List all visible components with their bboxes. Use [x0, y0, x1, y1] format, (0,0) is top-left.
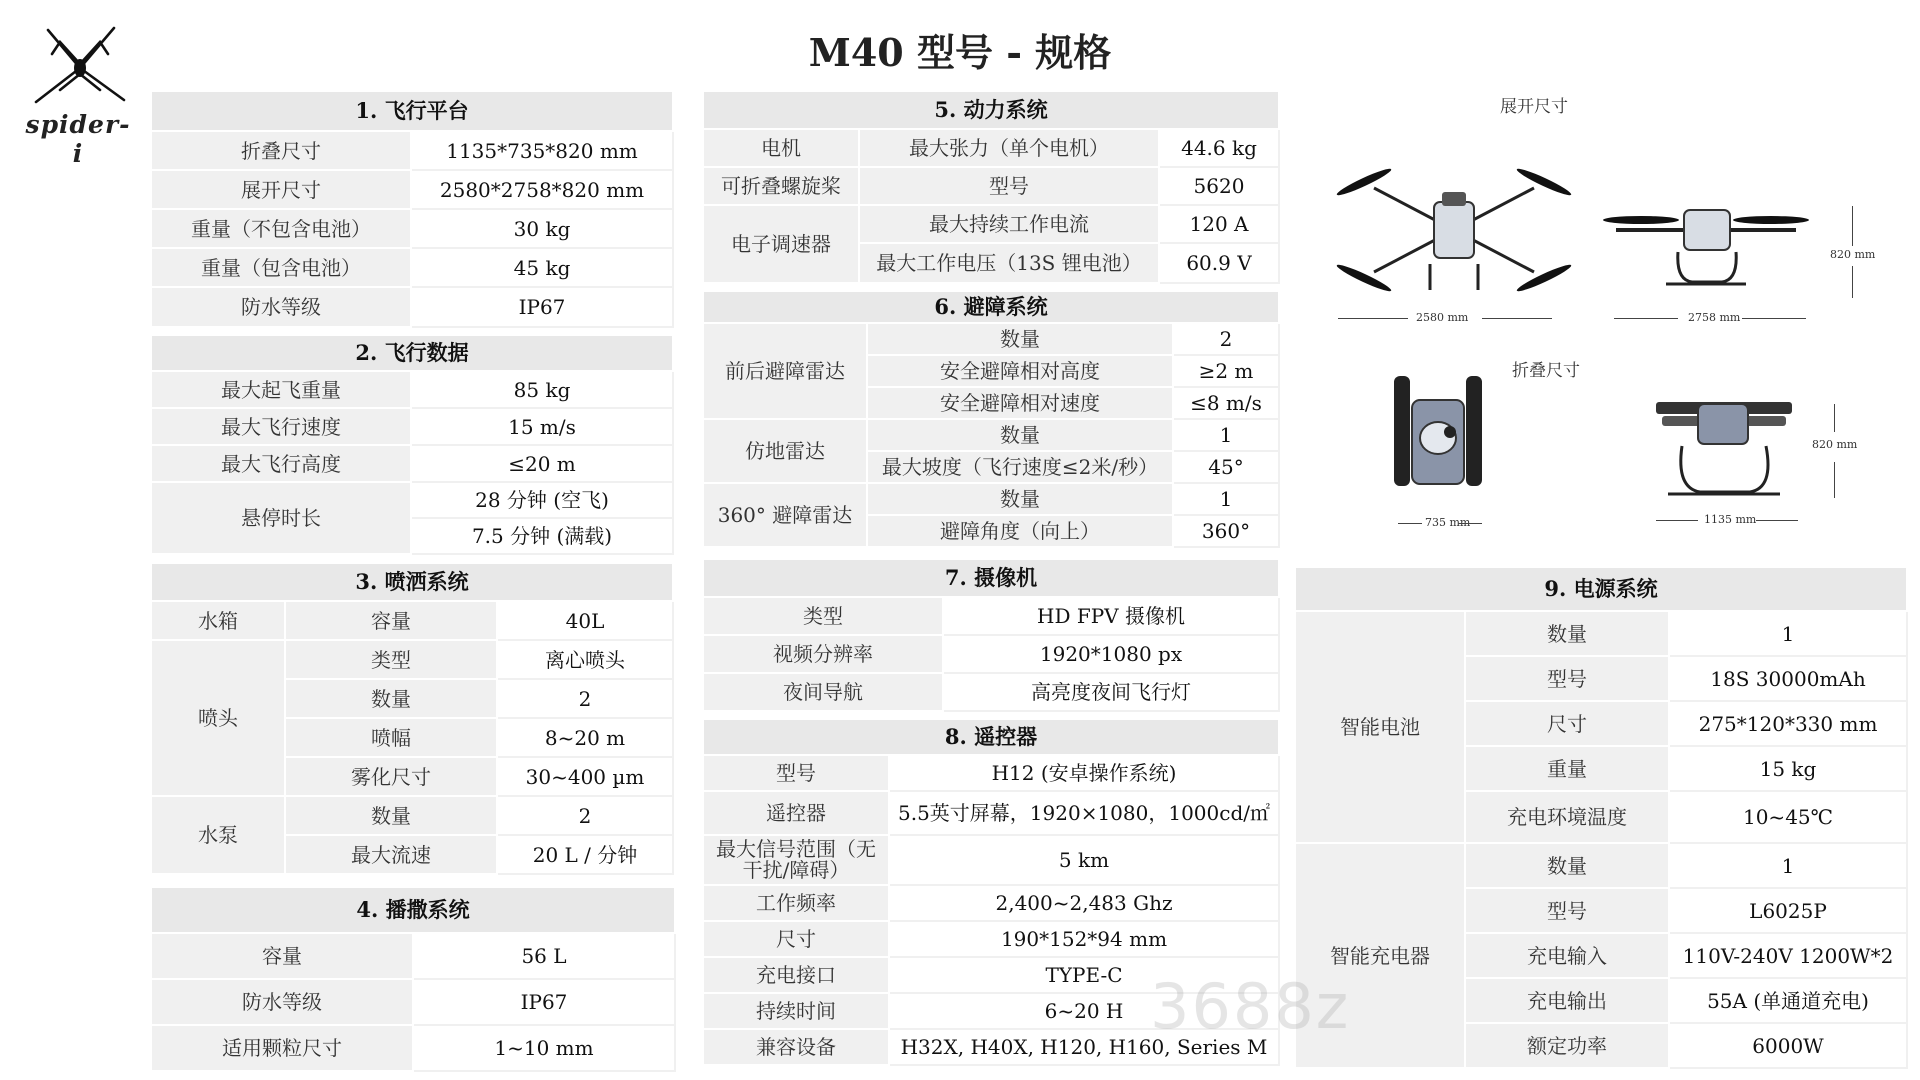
section-header: 7. 摄像机	[703, 559, 1279, 597]
spec-value: 30~400 µm	[497, 757, 673, 796]
spec-label: 类型	[285, 640, 497, 679]
spec-label: 型号	[1465, 656, 1669, 701]
spec-value: 56 L	[413, 933, 675, 979]
spec-label: 适用颗粒尺寸	[151, 1025, 413, 1071]
spec-value: 6000W	[1669, 1023, 1907, 1068]
spec-label: 数量	[867, 419, 1173, 451]
spec-label: 额定功率	[1465, 1023, 1669, 1068]
spec-value: IP67	[413, 979, 675, 1025]
spec-label: 型号	[703, 755, 889, 791]
spec-value: 1135*735*820 mm	[411, 131, 673, 170]
dim-unfolded-height: 820 mm	[1830, 248, 1876, 261]
spec-label: 防水等级	[151, 979, 413, 1025]
spec-value: 190*152*94 mm	[889, 921, 1279, 957]
spec-value: 8~20 m	[497, 718, 673, 757]
spec-value: 15 kg	[1669, 746, 1907, 791]
spec-value: 120 A	[1159, 205, 1279, 243]
spec-group-label: 360° 避障雷达	[703, 483, 867, 547]
spec-value: 45 kg	[411, 248, 673, 287]
spec-value: TYPE-C	[889, 957, 1279, 993]
table-spray-system	[150, 562, 674, 875]
section-header: 3. 喷洒系统	[151, 563, 673, 601]
spec-label: 展开尺寸	[151, 170, 411, 209]
table-power-system	[702, 90, 1280, 284]
spec-value: 2	[497, 796, 673, 835]
spec-value: 15 m/s	[411, 408, 673, 445]
spec-value: 1920*1080 px	[943, 635, 1279, 673]
spec-value: 275*120*330 mm	[1669, 701, 1907, 746]
spec-label: 容量	[151, 933, 413, 979]
spec-value: 1	[1173, 483, 1279, 515]
spec-label: 折叠尺寸	[151, 131, 411, 170]
spec-label: 数量	[285, 796, 497, 835]
spec-label: 最大飞行速度	[151, 408, 411, 445]
spec-value: HD FPV 摄像机	[943, 597, 1279, 635]
unfolded-caption: 展开尺寸	[1500, 97, 1568, 117]
spec-value: 10~45℃	[1669, 791, 1907, 843]
spec-value: 2	[497, 679, 673, 718]
drone-folded-front-image	[1388, 370, 1488, 500]
spec-value: 30 kg	[411, 209, 673, 248]
section-header: 8. 遥控器	[703, 719, 1279, 755]
drone-unfolded-top-image	[1334, 160, 1574, 300]
spec-label: 安全避障相对高度	[867, 355, 1173, 387]
spec-label: 兼容设备	[703, 1029, 889, 1065]
spec-value: L6025P	[1669, 888, 1907, 933]
section-header: 4. 播撒系统	[151, 887, 675, 933]
table-spreading-system	[150, 886, 676, 1072]
brand-name: spider-i	[25, 110, 131, 168]
dim-folded-height: 820 mm	[1812, 438, 1858, 451]
page-title: M40 型号 - 规格	[808, 30, 1112, 75]
spec-value: 28 分钟 (空飞)	[411, 482, 673, 518]
spec-value: 40L	[497, 601, 673, 640]
spec-label: 遥控器	[703, 791, 889, 835]
spec-group-label: 水箱	[151, 601, 285, 640]
spec-value: 85 kg	[411, 371, 673, 408]
table-power-supply	[1294, 566, 1908, 1069]
spec-value: 2580*2758*820 mm	[411, 170, 673, 209]
spec-label: 数量	[867, 483, 1173, 515]
spec-value: 1	[1669, 843, 1907, 888]
spec-label: 尺寸	[703, 921, 889, 957]
spec-label: 最大飞行高度	[151, 445, 411, 482]
spec-value: 离心喷头	[497, 640, 673, 679]
spec-value: 7.5 分钟 (满载)	[411, 518, 673, 554]
dim-unfolded-width: 2580 mm	[1416, 311, 1469, 324]
spec-label: 数量	[1465, 843, 1669, 888]
spec-value: ≤20 m	[411, 445, 673, 482]
section-header: 5. 动力系统	[703, 91, 1279, 129]
spec-value: 20 L / 分钟	[497, 835, 673, 874]
spec-group-label: 智能充电器	[1295, 843, 1465, 1068]
spec-value: H12 (安卓操作系统)	[889, 755, 1279, 791]
spec-label: 容量	[285, 601, 497, 640]
spec-label: 工作频率	[703, 885, 889, 921]
spec-group-label: 悬停时长	[151, 482, 411, 554]
spec-label: 安全避障相对速度	[867, 387, 1173, 419]
watermark-text: 3688z	[1150, 970, 1351, 1043]
spec-label: 型号	[859, 167, 1159, 205]
spec-label: 充电输出	[1465, 978, 1669, 1023]
spec-label: 最大持续工作电流	[859, 205, 1159, 243]
spec-label: 类型	[703, 597, 943, 635]
spec-value: 2,400~2,483 Ghz	[889, 885, 1279, 921]
spec-value: 高亮度夜间飞行灯	[943, 673, 1279, 711]
spec-label: 最大坡度（飞行速度≤2米/秒）	[867, 451, 1173, 483]
section-header: 2. 飞行数据	[151, 335, 673, 371]
spec-label: 视频分辨率	[703, 635, 943, 673]
spec-value: 360°	[1173, 515, 1279, 547]
spec-label: 充电输入	[1465, 933, 1669, 978]
dim-unfolded-length: 2758 mm	[1688, 311, 1741, 324]
spec-value: ≥2 m	[1173, 355, 1279, 387]
spec-group-label: 水泵	[151, 796, 285, 874]
spec-group-label: 电机	[703, 129, 859, 167]
spec-label: 夜间导航	[703, 673, 943, 711]
spec-label: 重量（包含电池）	[151, 248, 411, 287]
spec-label: 最大信号范围（无干扰/障碍）	[703, 835, 889, 885]
spec-label: 型号	[1465, 888, 1669, 933]
spec-value: H32X, H40X, H120, H160, Series M	[889, 1029, 1279, 1065]
spec-group-label: 仿地雷达	[703, 419, 867, 483]
spec-group-label: 喷头	[151, 640, 285, 796]
table-camera	[702, 558, 1280, 712]
spec-value: 44.6 kg	[1159, 129, 1279, 167]
spec-label: 避障角度（向上）	[867, 515, 1173, 547]
spec-value: 6~20 H	[889, 993, 1279, 1029]
section-header: 9. 电源系统	[1295, 567, 1907, 611]
spec-label: 数量	[285, 679, 497, 718]
spec-value: 1~10 mm	[413, 1025, 675, 1071]
spec-value: 18S 30000mAh	[1669, 656, 1907, 701]
spec-label: 最大流速	[285, 835, 497, 874]
section-header: 6. 避障系统	[703, 291, 1279, 323]
spec-label: 重量	[1465, 746, 1669, 791]
spec-label: 重量（不包含电池）	[151, 209, 411, 248]
spec-value: 5.5英寸屏幕，1920×1080，1000cd/㎡	[889, 791, 1279, 835]
spec-value: 1	[1173, 419, 1279, 451]
spec-value: IP67	[411, 287, 673, 327]
spec-value: 110V-240V 1200W*2	[1669, 933, 1907, 978]
spec-value: 60.9 V	[1159, 243, 1279, 283]
spec-group-label: 可折叠螺旋桨	[703, 167, 859, 205]
spec-label: 尺寸	[1465, 701, 1669, 746]
spec-value: 55A (单通道充电)	[1669, 978, 1907, 1023]
spec-label: 防水等级	[151, 287, 411, 327]
table-flight-data	[150, 334, 674, 555]
dim-folded-width: 735 mm	[1425, 516, 1471, 529]
spec-label: 雾化尺寸	[285, 757, 497, 796]
drone-unfolded-side-image	[1596, 196, 1816, 296]
folded-caption: 折叠尺寸	[1512, 361, 1580, 381]
spec-value: 5620	[1159, 167, 1279, 205]
spec-label: 最大张力（单个电机）	[859, 129, 1159, 167]
spec-label: 最大工作电压（13S 锂电池）	[859, 243, 1159, 283]
dim-folded-length: 1135 mm	[1704, 513, 1757, 526]
drone-folded-side-image	[1648, 394, 1800, 504]
spec-value: ≤8 m/s	[1173, 387, 1279, 419]
table-flight-platform	[150, 90, 674, 328]
spec-value: 5 km	[889, 835, 1279, 885]
spec-label: 充电环境温度	[1465, 791, 1669, 843]
spec-value: 45°	[1173, 451, 1279, 483]
spec-label: 最大起飞重量	[151, 371, 411, 408]
spec-label: 数量	[867, 323, 1173, 355]
spec-value: 1	[1669, 611, 1907, 656]
section-header: 1. 飞行平台	[151, 91, 673, 131]
spec-group-label: 电子调速器	[703, 205, 859, 283]
spec-label: 持续时间	[703, 993, 889, 1029]
spec-label: 喷幅	[285, 718, 497, 757]
spec-value: 2	[1173, 323, 1279, 355]
table-obstacle-avoidance	[702, 290, 1280, 548]
spec-label: 数量	[1465, 611, 1669, 656]
spec-label: 充电接口	[703, 957, 889, 993]
spec-group-label: 前后避障雷达	[703, 323, 867, 419]
spec-group-label: 智能电池	[1295, 611, 1465, 843]
